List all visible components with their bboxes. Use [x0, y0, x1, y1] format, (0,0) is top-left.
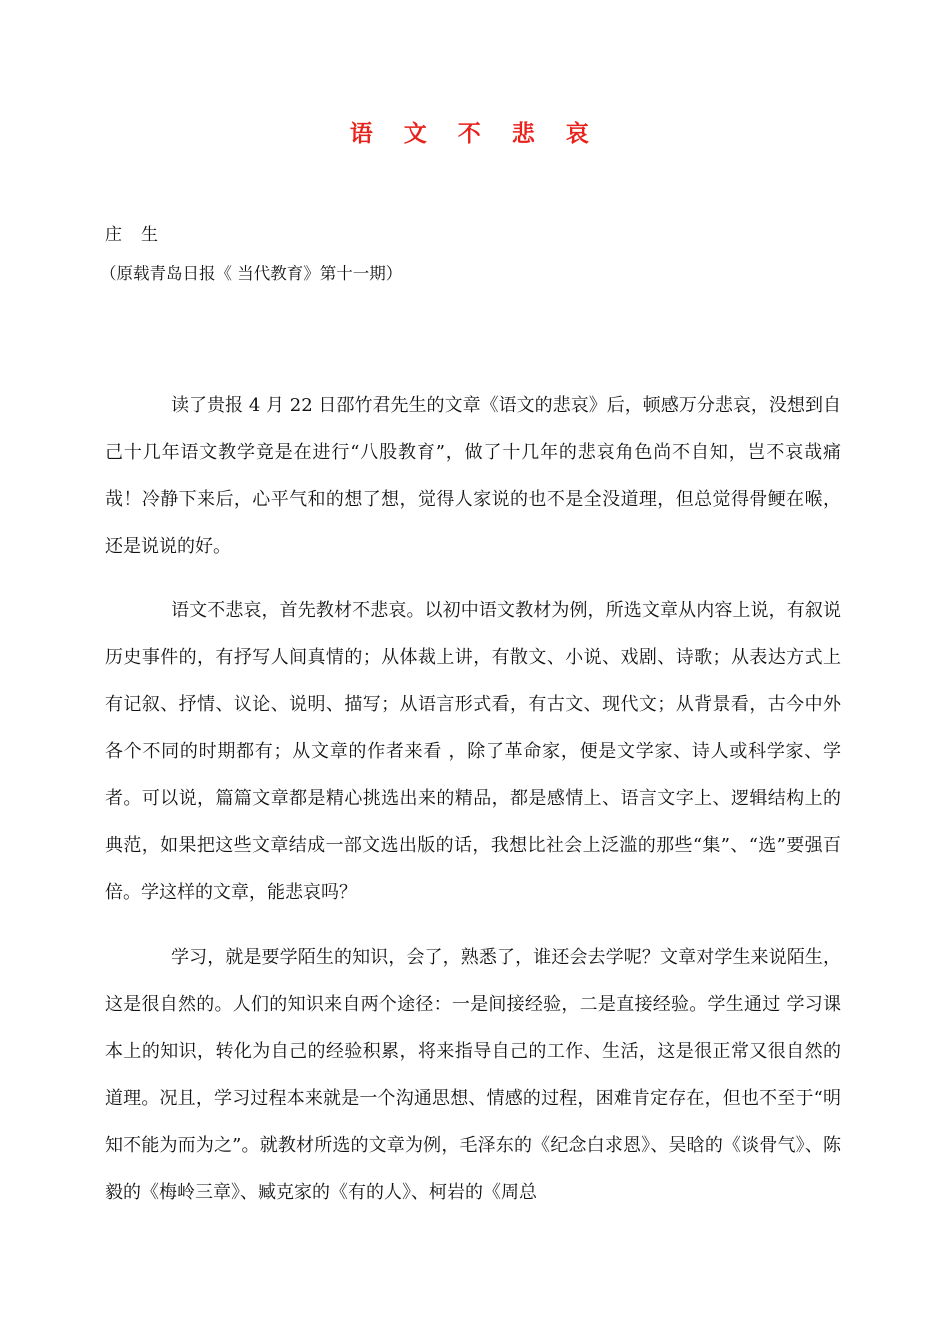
- author-name: 庄 生: [105, 225, 165, 245]
- paragraph-1: 读了贵报 4 月 22 日邵竹君先生的文章《语文的悲哀》后，顿感万分悲哀，没想到自己十几年语文教学竟是在进行“八股教育”，做了十几年的悲哀角色尚不自知，岂不哀哉痛哉！冷静下来后，心平气和的想了想，觉得人家说的也不是全没道理，但总觉得骨鲠在喉，还是说说的好。: [105, 395, 841, 557]
- document-title: 语 文 不 悲 哀: [349, 121, 601, 147]
- paragraph-2: 语文不悲哀，首先教材不悲哀。以初中语文教材为例，所选文章从内容上说，有叙说历史事件的，有抒写人间真情的；从体裁上讲，有散文、小说、戏剧、诗歌；从表达方式上有记叙、抒情、议论、说明、描写；从语言形式看，有古文、现代文；从背景看，古今中外各个不同的时期都有；从文章的作者来看 ，除了革命家，便是文学家、诗人或科学家、学者。可以说，篇篇文章都是精心挑选出来的精品，都是感情上、语言文字上、逻辑结构上的典范，如果把这些文章结成一部文选出版的话，我想比社会上泛滥的那些“集”、“选”要强百倍。学这样的文章，能悲哀吗？: [105, 600, 841, 903]
- source-note: （原载青岛日报《 当代教育》第十一期）: [100, 264, 403, 283]
- paragraph-3: 学习，就是要学陌生的知识，会了，熟悉了，谁还会去学呢？文章对学生来说陌生，这是很自然的。人们的知识来自两个途径：一是间接经验，二是直接经验。学生通过 学习课本上的知识，转化为自己的经验积累，将来指导自己的工作、生活，这是很正常又很自然的道理。况且，学习过程本来就是一个沟通思想、情感的过程，困难肯定存在，但也不至于“明知不能为而为之”。就教材所选的文章为例，毛泽东的《纪念白求恩》、吴晗的《谈骨气》、陈毅的《梅岭三章》、臧克家的《有的人》、柯岩的《周总: [105, 947, 841, 1203]
